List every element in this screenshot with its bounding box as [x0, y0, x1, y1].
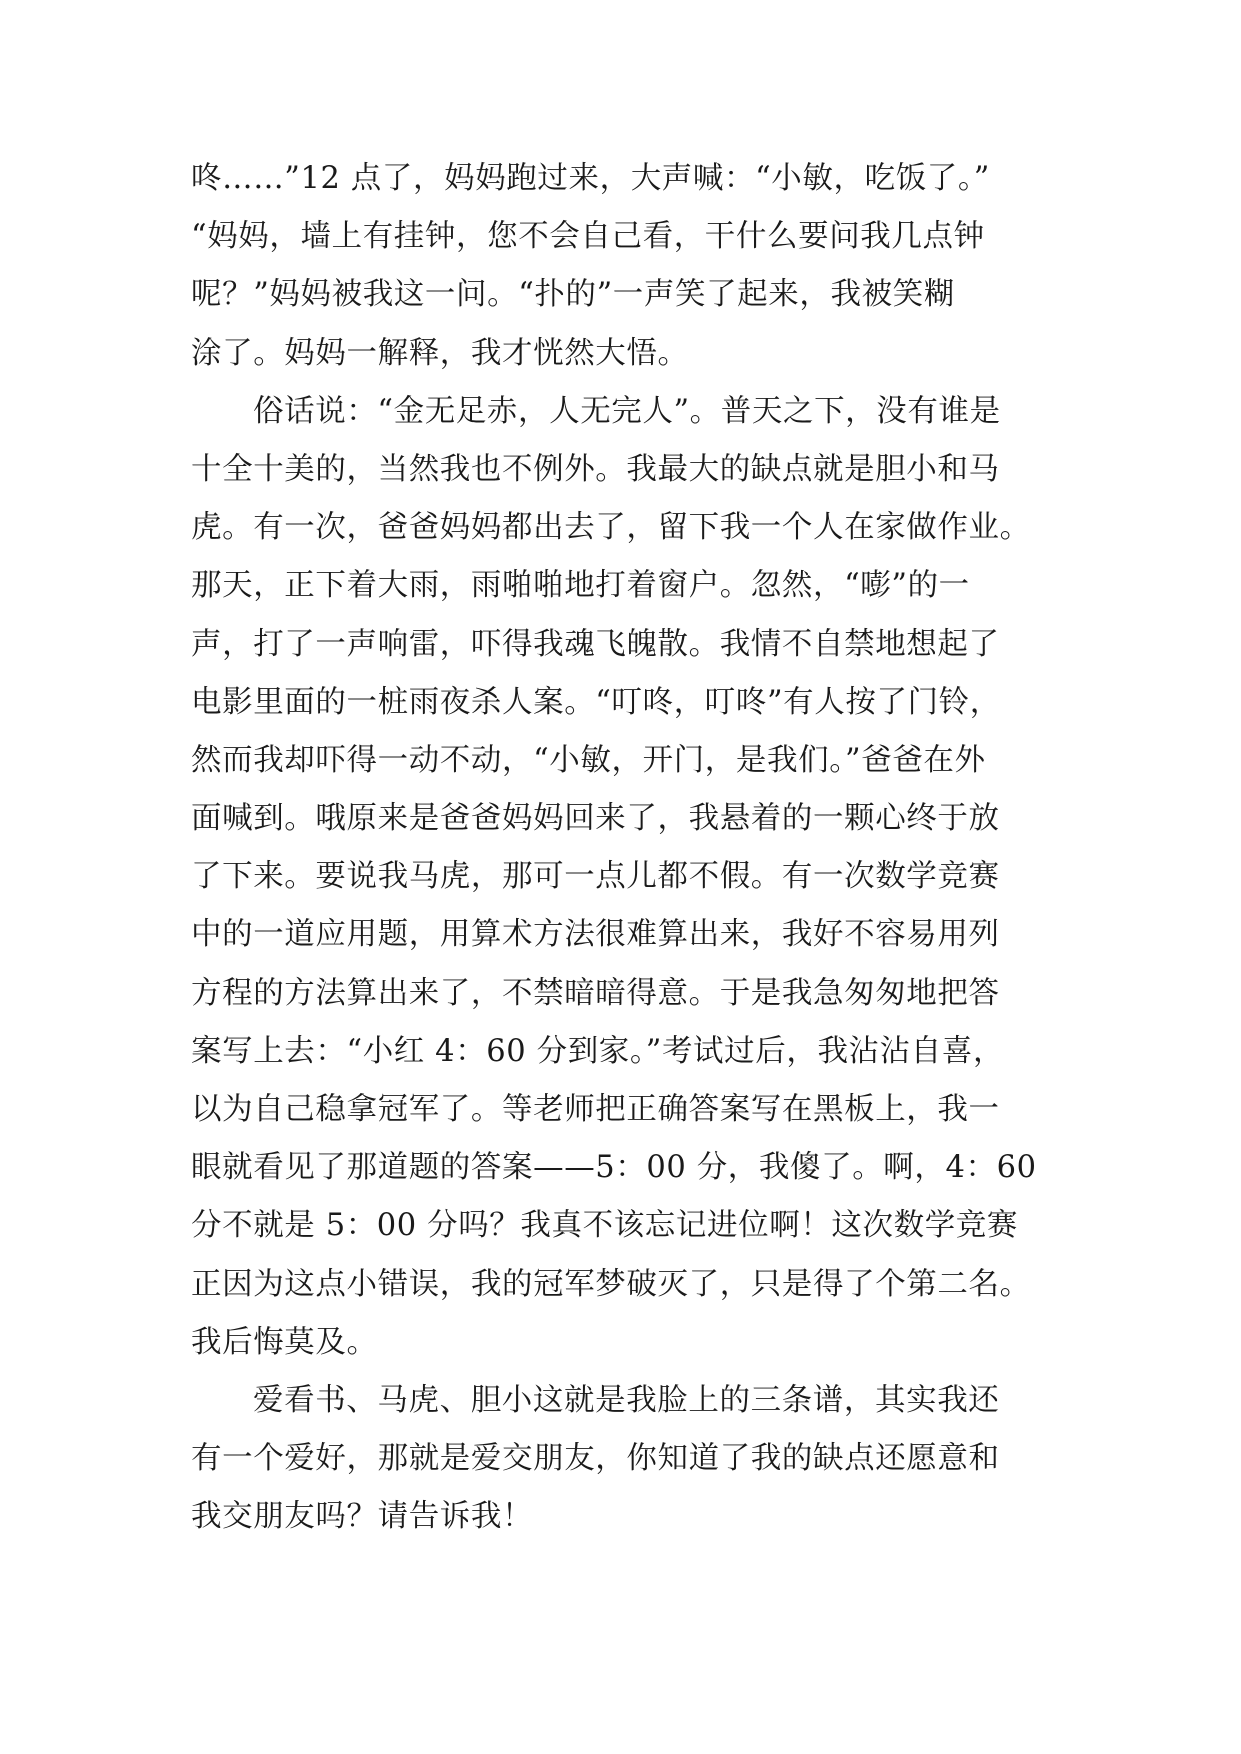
text-line: 然而我却吓得一动不动，“小敏，开门，是我们。”爸爸在外: [191, 742, 986, 778]
text-line: 俗话说：“金无足赤，人无完人”。普天之下，没有谁是: [253, 393, 1001, 429]
text-line: 我交朋友吗？请告诉我！: [191, 1499, 534, 1535]
text-line: 十全十美的，当然我也不例外。我最大的缺点就是胆小和马: [191, 451, 1000, 487]
text-line: “妈妈，墙上有挂钟，您不会自己看，干什么要问我几点钟: [191, 219, 985, 255]
text-line: 有一个爱好，那就是爱交朋友，你知道了我的缺点还愿意和: [191, 1441, 1000, 1477]
paragraph-3: [191, 1372, 1051, 1547]
text-line: 呢？”妈妈被我这一问。“扑的”一声笑了起来，我被笑糊: [191, 277, 955, 313]
text-line: 分不就是 5：00 分吗？我真不该忘记进位啊！这次数学竞赛: [191, 1208, 1019, 1244]
text-line: 电影里面的一桩雨夜杀人案。“叮咚，叮咚”有人按了门铃，: [191, 684, 1001, 720]
text-line: 中的一道应用题，用算术方法很难算出来，我好不容易用列: [191, 917, 1000, 953]
text-line: 咚……”12 点了，妈妈跑过来，大声喊：“小敏，吃饭了。”: [191, 161, 990, 196]
text-line: 虎。有一次，爸爸妈妈都出去了，留下我一个人在家做作业。: [191, 510, 1031, 546]
text-line: 面喊到。哦原来是爸爸妈妈回来了，我悬着的一颗心终于放: [191, 801, 1000, 837]
text-line: 那天，正下着大雨，雨啪啪地打着窗户。忽然，“嘭”的一: [191, 568, 970, 604]
text-line: 涂了。妈妈一解释，我才恍然大悟。: [191, 335, 689, 371]
text-line: 方程的方法算出来了，不禁暗暗得意。于是我急匆匆地把答: [191, 975, 1000, 1011]
text-line: 案写上去：“小红 4：60 分到家。”考试过后，我沾沾自喜，: [191, 1033, 1005, 1069]
essay-body: [191, 150, 1051, 1547]
paragraph-1: [191, 150, 1051, 383]
paragraph-2: [191, 383, 1051, 1372]
text-line: 了下来。要说我马虎，那可一点儿都不假。有一次数学竞赛: [191, 859, 1000, 895]
text-line: 爱看书、马虎、胆小这就是我脸上的三条谱，其实我还: [253, 1382, 1000, 1418]
text-line: 正因为这点小错误，我的冠军梦破灭了，只是得了个第二名。: [191, 1266, 1031, 1302]
text-line: 我后悔莫及。: [191, 1324, 378, 1360]
text-line: 眼就看见了那道题的答案——5：00 分，我傻了。啊，4：60: [191, 1150, 1037, 1186]
text-line: 声，打了一声响雷，吓得我魂飞魄散。我情不自禁地想起了: [191, 626, 1000, 662]
text-line: 以为自己稳拿冠军了。等老师把正确答案写在黑板上，我一: [191, 1092, 1000, 1127]
